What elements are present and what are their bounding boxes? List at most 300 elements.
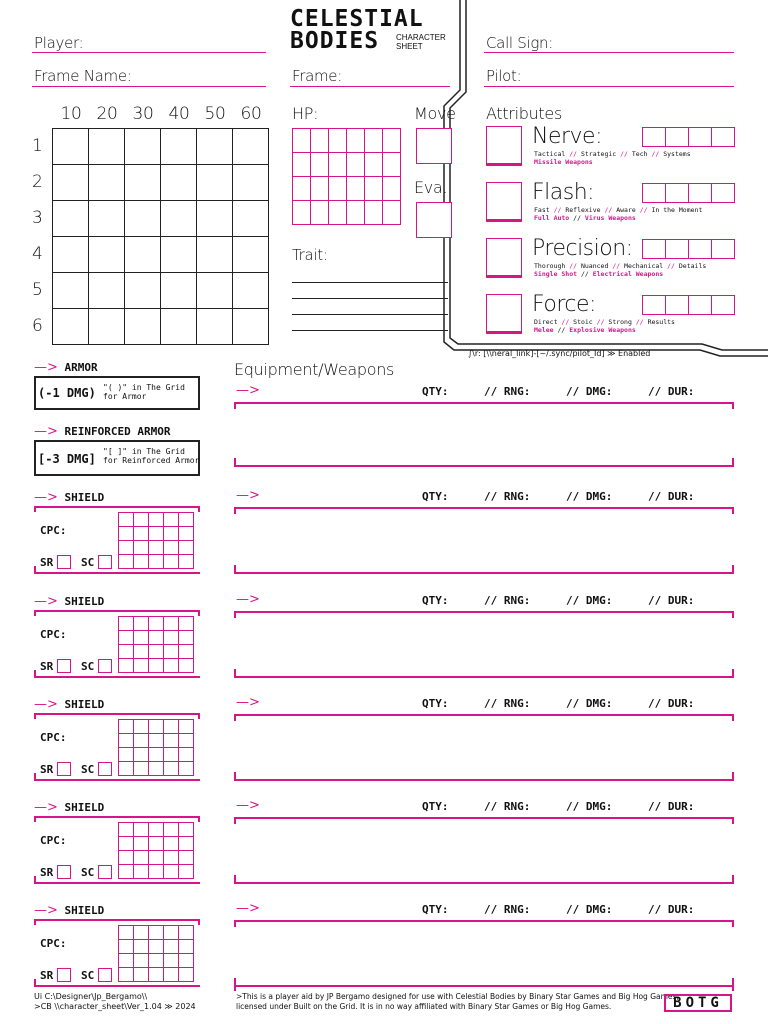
equipment-corner	[234, 402, 236, 409]
hp-cell[interactable]	[310, 152, 329, 177]
sr-label: SR	[40, 763, 54, 776]
arrow-icon: —>	[236, 488, 260, 503]
shield-cell[interactable]	[133, 850, 149, 865]
map-grid-cell[interactable]	[196, 272, 233, 309]
map-grid-cell[interactable]	[124, 164, 161, 201]
map-grid-cell[interactable]	[124, 200, 161, 237]
shield-cell[interactable]	[178, 658, 194, 673]
attribute-pip[interactable]	[688, 183, 712, 203]
map-grid-cell[interactable]	[88, 272, 125, 309]
attribute-pip[interactable]	[642, 295, 666, 315]
shield-cell[interactable]	[148, 512, 164, 527]
dur-label: // DUR:	[648, 594, 695, 607]
shield-cell[interactable]	[178, 850, 194, 865]
shield-cell[interactable]	[133, 939, 149, 954]
map-grid-cell[interactable]	[52, 236, 89, 273]
shield-cell[interactable]	[133, 526, 149, 541]
shield-cell[interactable]	[178, 512, 194, 527]
sr-checkbox[interactable]	[57, 968, 71, 982]
equipment-top-rule	[234, 402, 734, 404]
shield-cell[interactable]	[118, 658, 134, 673]
map-grid-cell[interactable]	[52, 200, 89, 237]
attribute-box-base	[486, 164, 522, 166]
attribute-pip[interactable]	[688, 239, 712, 259]
shield-cell[interactable]	[163, 850, 179, 865]
grid-row-label: 1	[32, 136, 43, 156]
shield-cell[interactable]	[118, 616, 134, 631]
separator: //	[620, 150, 628, 158]
equipment-notes-area[interactable]	[236, 618, 730, 676]
cpc-label: CPC:	[40, 628, 67, 641]
attribute-tags	[534, 150, 691, 158]
equipment-notes-area[interactable]	[236, 409, 730, 465]
equipment-notes-area[interactable]	[236, 927, 730, 985]
attribute-tag: Mechanical	[624, 262, 664, 270]
shield-cell[interactable]	[178, 630, 194, 645]
shield-cell[interactable]	[178, 836, 194, 851]
shield-cell[interactable]	[133, 658, 149, 673]
attribute-weapons	[534, 270, 663, 278]
sr-checkbox[interactable]	[57, 659, 71, 673]
shield-cell[interactable]	[163, 540, 179, 555]
hp-cell[interactable]	[346, 128, 365, 153]
rng-label: // RNG:	[484, 385, 531, 398]
qty-label: QTY:	[422, 903, 449, 916]
equipment-corner	[234, 875, 236, 882]
hp-cell[interactable]	[364, 176, 383, 201]
dur-label: // DUR:	[648, 490, 695, 503]
attribute-pip[interactable]	[711, 127, 735, 147]
grid-column-label: 10	[60, 104, 82, 124]
equipment-notes-area[interactable]	[236, 824, 730, 882]
map-grid[interactable]	[52, 128, 268, 346]
map-grid-cell[interactable]	[196, 236, 233, 273]
hp-cell[interactable]	[364, 152, 383, 177]
shield-cell[interactable]	[118, 864, 134, 879]
hp-cell[interactable]	[328, 200, 347, 225]
shield-cell[interactable]	[163, 554, 179, 569]
shield-cell[interactable]	[118, 719, 134, 734]
shield-cell[interactable]	[178, 925, 194, 940]
equipment-corner	[234, 458, 236, 465]
hp-cell[interactable]	[364, 200, 383, 225]
shield-cell[interactable]	[133, 630, 149, 645]
sc-checkbox[interactable]	[98, 555, 112, 569]
armor-title: ARMOR	[64, 361, 98, 374]
shield-cell[interactable]	[133, 733, 149, 748]
title-line1: CELESTIAL	[290, 6, 424, 32]
shield-cell[interactable]	[148, 967, 164, 982]
shield-cell[interactable]	[133, 719, 149, 734]
dur-label: // DUR:	[648, 800, 695, 813]
frame-field[interactable]	[290, 86, 450, 87]
equipment-top-rule	[234, 817, 734, 819]
map-grid-cell[interactable]	[88, 128, 125, 165]
attribute-tags	[534, 206, 702, 214]
equipment-bottom-rule	[234, 465, 734, 467]
shield-cell[interactable]	[133, 864, 149, 879]
attribute-pip[interactable]	[642, 127, 666, 147]
hp-cell[interactable]	[310, 200, 329, 225]
shield-cell[interactable]	[118, 850, 134, 865]
shield-cell[interactable]	[148, 540, 164, 555]
shield-cell[interactable]	[118, 747, 134, 762]
attribute-tag: Details	[678, 262, 707, 270]
shield-corner	[34, 979, 36, 987]
map-grid-cell[interactable]	[52, 164, 89, 201]
arrow-icon: —>	[34, 424, 58, 439]
shield-cell[interactable]	[163, 630, 179, 645]
shield-cell[interactable]	[118, 953, 134, 968]
shield-bottom-rule	[34, 676, 200, 678]
sr-checkbox[interactable]	[57, 555, 71, 569]
shield-cell[interactable]	[178, 953, 194, 968]
call-sign-label: Call Sign:	[486, 34, 554, 52]
hp-cell[interactable]	[364, 128, 383, 153]
shield-top-rule	[34, 506, 200, 508]
shield-cell[interactable]	[148, 733, 164, 748]
shield-cell[interactable]	[163, 761, 179, 776]
shield-cell[interactable]	[163, 822, 179, 837]
grid-column-label: 20	[96, 104, 118, 124]
shield-cell[interactable]	[178, 822, 194, 837]
attribute-tag: Tactical	[534, 150, 566, 158]
dur-label: // DUR:	[648, 697, 695, 710]
attribute-score-box[interactable]	[486, 238, 522, 276]
sc-checkbox[interactable]	[98, 659, 112, 673]
separator: //	[596, 318, 605, 326]
shield-cell[interactable]	[178, 967, 194, 982]
equipment-notes-area[interactable]	[236, 721, 730, 779]
hp-cell[interactable]	[328, 176, 347, 201]
shield-cell[interactable]	[118, 925, 134, 940]
arrow-icon: —>	[34, 594, 58, 609]
trait-line[interactable]	[292, 314, 448, 315]
shield-cell[interactable]	[148, 554, 164, 569]
shield-cell[interactable]	[118, 526, 134, 541]
shield-cell[interactable]	[163, 719, 179, 734]
shield-cell[interactable]	[133, 540, 149, 555]
attribute-name: Flash:	[532, 180, 595, 205]
map-grid-cell[interactable]	[232, 200, 269, 237]
shield-cell[interactable]	[178, 644, 194, 659]
title-line2: BODIES	[290, 28, 380, 54]
shield-cell[interactable]	[118, 967, 134, 982]
attribute-pip[interactable]	[642, 183, 666, 203]
shield-cell[interactable]	[163, 836, 179, 851]
shield-cell[interactable]	[163, 512, 179, 527]
shield-cell[interactable]	[178, 939, 194, 954]
sr-checkbox[interactable]	[57, 865, 71, 879]
map-grid-cell[interactable]	[124, 308, 161, 345]
frame-name-label: Frame Name:	[34, 67, 132, 85]
shield-bottom-rule	[34, 779, 200, 781]
shield-cell[interactable]	[163, 864, 179, 879]
map-grid-cell[interactable]	[124, 272, 161, 309]
shield-cell[interactable]	[133, 644, 149, 659]
map-grid-cell[interactable]	[232, 236, 269, 273]
shield-cell[interactable]	[133, 822, 149, 837]
shield-cell[interactable]	[148, 939, 164, 954]
attribute-weapon: Virus Weapons	[584, 214, 636, 222]
shield-cell[interactable]	[163, 925, 179, 940]
hp-cell[interactable]	[292, 128, 311, 153]
shield-cell[interactable]	[133, 836, 149, 851]
attribute-pip[interactable]	[711, 183, 735, 203]
map-grid-cell[interactable]	[52, 128, 89, 165]
shield-cell[interactable]	[178, 747, 194, 762]
map-grid-cell[interactable]	[88, 236, 125, 273]
footer-path2: >CB \\character_sheet\Ver_1.04 ≫ 2024	[34, 1002, 196, 1011]
shield-cell[interactable]	[133, 554, 149, 569]
map-grid-cell[interactable]	[196, 200, 233, 237]
attribute-pip[interactable]	[711, 239, 735, 259]
map-grid-cell[interactable]	[196, 164, 233, 201]
attributes-title: Attributes	[486, 104, 562, 123]
shield-cell[interactable]	[163, 644, 179, 659]
shield-cell[interactable]	[148, 836, 164, 851]
shield-cell[interactable]	[163, 747, 179, 762]
shield-cell[interactable]	[148, 761, 164, 776]
equipment-row-header	[236, 697, 736, 713]
shield-cell[interactable]	[163, 616, 179, 631]
attribute-weapons	[534, 214, 636, 222]
map-grid-cell[interactable]	[160, 272, 197, 309]
attribute-tag: Aware	[616, 206, 636, 214]
shield-cell[interactable]	[178, 616, 194, 631]
shield-cell[interactable]	[118, 733, 134, 748]
neural-link-status: ∫\r: [\\neral_link]-[~/.sync/pilot_Id] ≫ Enabled	[468, 349, 651, 358]
reinforced-armor-dmg: [-3 DMG]	[38, 452, 96, 466]
shield-cell[interactable]	[148, 526, 164, 541]
shield-cell[interactable]	[118, 540, 134, 555]
shield-cell[interactable]	[133, 925, 149, 940]
shield-cell[interactable]	[148, 747, 164, 762]
map-grid-cell[interactable]	[160, 200, 197, 237]
shield-corner	[198, 816, 200, 822]
shield-cell[interactable]	[178, 864, 194, 879]
footer-path1: Ui C:\Designer\Jp_Bergamo\\	[34, 992, 148, 1001]
shield-cell[interactable]	[148, 953, 164, 968]
shield-corner	[34, 566, 36, 574]
attribute-pip[interactable]	[665, 239, 689, 259]
armor-note1: "( )" in The Grid	[103, 383, 185, 392]
shield-cell[interactable]	[148, 644, 164, 659]
rng-label: // RNG:	[484, 490, 531, 503]
attribute-pip[interactable]	[688, 295, 712, 315]
equipment-corner	[732, 984, 734, 991]
shield-cell[interactable]	[178, 733, 194, 748]
shield-cell[interactable]	[118, 644, 134, 659]
equipment-corner	[234, 714, 236, 721]
shield-cell[interactable]	[118, 836, 134, 851]
shield-cell[interactable]	[148, 630, 164, 645]
shield-cell[interactable]	[163, 967, 179, 982]
shield-cell[interactable]	[163, 939, 179, 954]
dmg-label: // DMG:	[566, 697, 613, 710]
attribute-score-box[interactable]	[486, 182, 522, 220]
attribute-tag: Direct	[534, 318, 558, 326]
hp-cell[interactable]	[346, 152, 365, 177]
hp-cell[interactable]	[382, 152, 401, 177]
shield-corner	[34, 713, 36, 719]
shield-cell[interactable]	[118, 630, 134, 645]
attribute-pip[interactable]	[711, 295, 735, 315]
equipment-corner	[732, 920, 734, 927]
shield-cell[interactable]	[178, 719, 194, 734]
shield-cell[interactable]	[148, 822, 164, 837]
sc-label: SC	[81, 763, 95, 776]
shield-cell[interactable]	[133, 616, 149, 631]
reinforced-armor-title: REINFORCED ARMOR	[64, 425, 171, 438]
shield-cell[interactable]	[178, 526, 194, 541]
hp-cell[interactable]	[310, 176, 329, 201]
attribute-weapons	[534, 158, 593, 166]
attribute-score-box[interactable]	[486, 126, 522, 164]
map-grid-cell[interactable]	[196, 308, 233, 345]
shield-corner	[34, 876, 36, 884]
shield-cell[interactable]	[178, 554, 194, 569]
attribute-tag: Nuanced	[580, 262, 609, 270]
hp-cell[interactable]	[292, 200, 311, 225]
shield-cell[interactable]	[133, 747, 149, 762]
trait-line[interactable]	[292, 298, 448, 299]
sc-checkbox[interactable]	[98, 865, 112, 879]
hp-grid[interactable]	[292, 128, 400, 224]
shield-corner	[34, 670, 36, 678]
attribute-score-box[interactable]	[486, 294, 522, 332]
hp-cell[interactable]	[346, 200, 365, 225]
map-grid-cell[interactable]	[88, 164, 125, 201]
attribute-pip[interactable]	[688, 127, 712, 147]
shield-cell[interactable]	[148, 925, 164, 940]
shield-cell[interactable]	[163, 658, 179, 673]
map-grid-cell[interactable]	[160, 308, 197, 345]
map-grid-cell[interactable]	[232, 308, 269, 345]
map-grid-cell[interactable]	[52, 308, 89, 345]
shield-cell[interactable]	[133, 761, 149, 776]
footer-disclaimer1: >This is a player aid by JP Bergamo designed for use with Celestial Bodies by Binary Star Games and Big Hog Games,	[236, 992, 679, 1001]
map-grid-cell[interactable]	[232, 272, 269, 309]
shield-cell[interactable]	[118, 761, 134, 776]
attribute-box-base	[486, 332, 522, 334]
shield-cell[interactable]	[148, 864, 164, 879]
attribute-tag: Strong	[608, 318, 632, 326]
hp-cell[interactable]	[328, 152, 347, 177]
shield-title: SHIELD	[64, 904, 105, 917]
shield-cell[interactable]	[163, 953, 179, 968]
shield-cell[interactable]	[133, 512, 149, 527]
attribute-pip[interactable]	[642, 239, 666, 259]
dmg-label: // DMG:	[566, 385, 613, 398]
hp-cell[interactable]	[346, 176, 365, 201]
shield-cell[interactable]	[118, 512, 134, 527]
shield-cell[interactable]	[133, 953, 149, 968]
qty-label: QTY:	[422, 697, 449, 710]
shield-corner	[198, 610, 200, 616]
shield-cell[interactable]	[178, 540, 194, 555]
shield-title: SHIELD	[64, 698, 105, 711]
hp-cell[interactable]	[292, 176, 311, 201]
arrow-icon: —>	[34, 800, 58, 815]
map-grid-cell[interactable]	[196, 128, 233, 165]
equipment-corner	[732, 875, 734, 882]
map-grid-cell[interactable]	[232, 164, 269, 201]
sr-checkbox[interactable]	[57, 762, 71, 776]
shield-cell[interactable]	[148, 719, 164, 734]
shield-cell[interactable]	[148, 658, 164, 673]
sc-label: SC	[81, 556, 95, 569]
evasion-box[interactable]	[416, 202, 452, 238]
shield-cell[interactable]	[118, 939, 134, 954]
rng-label: // RNG:	[484, 697, 531, 710]
map-grid-cell[interactable]	[52, 272, 89, 309]
map-grid-cell[interactable]	[160, 236, 197, 273]
frame-name-field[interactable]	[32, 86, 266, 87]
map-grid-cell[interactable]	[160, 164, 197, 201]
attribute-pip[interactable]	[665, 183, 689, 203]
shield-cell[interactable]	[118, 822, 134, 837]
hp-cell[interactable]	[382, 176, 401, 201]
shield-cell[interactable]	[163, 733, 179, 748]
sr-label: SR	[40, 969, 54, 982]
shield-cell[interactable]	[148, 850, 164, 865]
map-grid-cell[interactable]	[232, 128, 269, 165]
qty-label: QTY:	[422, 385, 449, 398]
equipment-notes-area[interactable]	[236, 514, 730, 572]
armor-header	[34, 360, 98, 375]
player-field[interactable]	[32, 52, 266, 53]
map-grid-cell[interactable]	[88, 308, 125, 345]
hp-cell[interactable]	[382, 128, 401, 153]
map-grid-cell[interactable]	[124, 128, 161, 165]
sc-checkbox[interactable]	[98, 968, 112, 982]
shield-cell[interactable]	[163, 526, 179, 541]
sc-label: SC	[81, 660, 95, 673]
call-sign-field[interactable]	[484, 52, 734, 53]
attribute-tag: Fast	[534, 206, 550, 214]
shield-cell[interactable]	[178, 761, 194, 776]
shield-cell[interactable]	[133, 967, 149, 982]
shield-cell[interactable]	[118, 554, 134, 569]
shield-corner	[34, 773, 36, 781]
attribute-weapon: Explosive Weapons	[569, 326, 636, 334]
map-grid-cell[interactable]	[160, 128, 197, 165]
equipment-top-rule	[234, 920, 734, 922]
attribute-weapons	[534, 326, 636, 334]
trait-line[interactable]	[292, 330, 448, 331]
equipment-bottom-rule	[234, 676, 734, 678]
map-grid-cell[interactable]	[88, 200, 125, 237]
hp-cell[interactable]	[292, 152, 311, 177]
sc-checkbox[interactable]	[98, 762, 112, 776]
attribute-pip[interactable]	[665, 127, 689, 147]
shield-cell[interactable]	[148, 616, 164, 631]
pilot-field[interactable]	[484, 86, 734, 87]
shield-header	[34, 903, 104, 918]
hp-cell[interactable]	[382, 200, 401, 225]
hp-cell[interactable]	[310, 128, 329, 153]
dmg-label: // DMG:	[566, 800, 613, 813]
attribute-pip[interactable]	[665, 295, 689, 315]
hp-cell[interactable]	[328, 128, 347, 153]
equipment-corner	[234, 611, 236, 618]
move-box[interactable]	[416, 128, 452, 164]
rng-label: // RNG:	[484, 594, 531, 607]
map-grid-cell[interactable]	[124, 236, 161, 273]
armor-note2: for Armor	[103, 392, 147, 401]
trait-line[interactable]	[292, 282, 448, 283]
